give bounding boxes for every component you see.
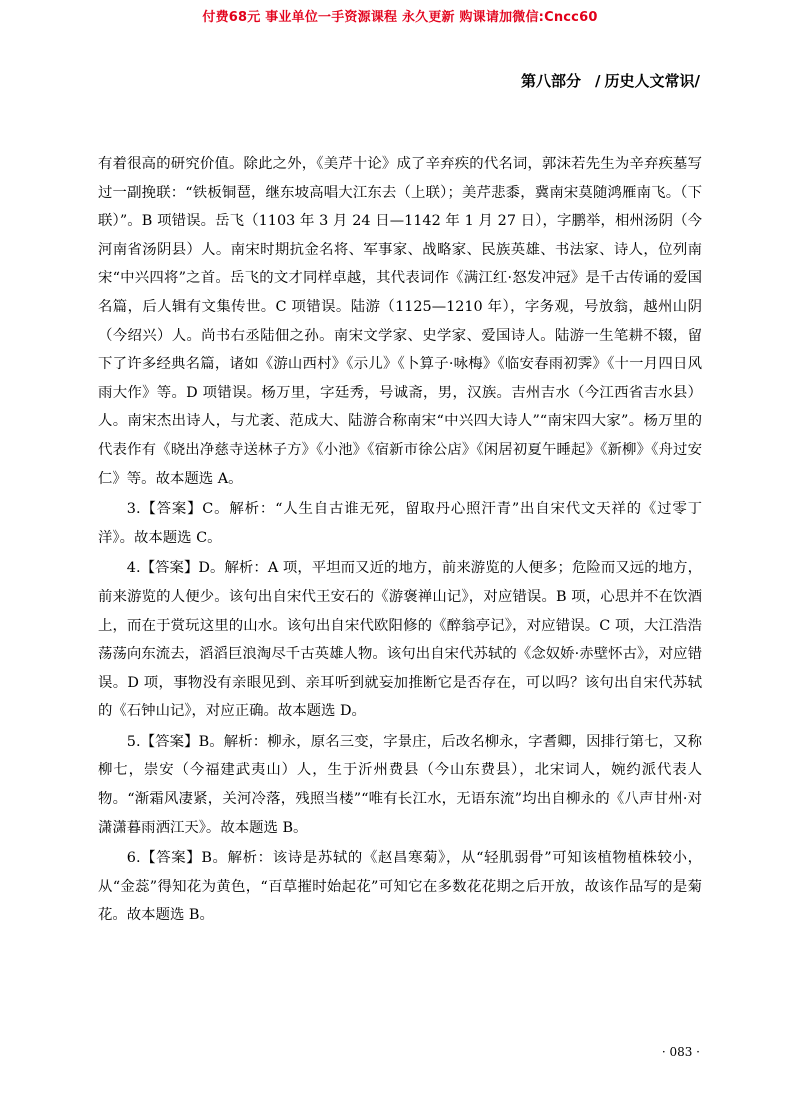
section-title: 历史人文常识: [604, 72, 695, 90]
answer-4: 4.【答案】D。解析：A 项，平坦而又近的地方，前来游览的人便多；危险而又远的地方，前来游览的人便少。该句出自宋代王安石的《游褒禅山记》，对应错误。B 项，心思并不在饮酒上，而在于赏玩这里的山水。该句出自宋代欧阳修的《醉翁亭记》，对应错误。C 项，大江浩浩荡荡向东流去，滔滔巨浪淘尽千古英雄人物。该句出自宋代苏轼的《念奴娇·赤壁怀古》，对应错误。D 项，事物没有亲眼见到、亲耳听到就妄加推断它是否存在，可以吗？该句出自宋代苏轼的《石钟山记》，对应正确。故本题选 D。: [98, 560, 702, 720]
answer-3: 3.【答案】C。解析：“人生自古谁无死，留取丹心照汗青”出自宋代文天祥的《过零丁洋》。故本题选 C。: [98, 501, 702, 546]
paragraph-continuation: 有着很高的研究价值。除此之外，《美芹十论》成了辛弃疾的代名词，郭沫若先生为辛弃疾墓写过一副挽联：“铁板铜琶，继东坡高唱大江东去（上联）；美芹悲黍，冀南宋莫随鸿雁南飞。（下联）”。B 项错误。岳飞（1103 年 3 月 24 日—1142 年 1 月 27 日），字鹏举，相州汤阴（今河南省汤阴县）人。南宋时期抗金名将、军事家、战略家、民族英雄、书法家、诗人，位列南宋“中兴四将”之首。岳飞的文才同样卓越，其代表词作《满江红·怒发冲冠》是千古传诵的爱国名篇，后人辑有文集传世。C 项错误。陆游（1125—1210 年），字务观，号放翁，越州山阴（今绍兴）人。尚书右丞陆佃之孙。南宋文学家、史学家、爱国诗人。陆游一生笔耕不辍，留下了许多经典名篇，诸如《游山西村》《示儿》《卜算子·咏梅》《临安春雨初霁》《十一月四日风雨大作》等。D 项错误。杨万里，字廷秀，号诚斋，男，汉族。吉州吉水（今江西省吉水县）人。南宋杰出诗人，与尤袤、范成大、陆游合称南宋“中兴四大诗人”“南宋四大家”。杨万里的代表作有《晓出净慈寺送林子方》《小池》《宿新市徐公店》《闲居初夏午睡起》《新柳》《舟过安仁》等。故本题选 A。: [98, 156, 702, 487]
page-body: [98, 150, 702, 930]
section-header: [521, 70, 700, 91]
section-label: 第八部分: [521, 72, 582, 90]
header-slash-right: /: [694, 72, 700, 90]
page-number: · 083 ·: [661, 1045, 700, 1059]
watermark-banner: 付费68元 事业单位一手资源课程 永久更新 购课请加微信:Cncc60: [202, 10, 598, 25]
answer-5: 5.【答案】B。解析：柳永，原名三变，字景庄，后改名柳永，字耆卿，因排行第七，又称柳七，崇安（今福建武夷山）人，生于沂州费县（今山东费县），北宋词人，婉约派代表人物。“渐霜风凄紧，关河冷落，残照当楼”“唯有长江水，无语东流”均出自柳永的《八声甘州·对潇潇暮雨洒江天》。故本题选 B。: [98, 733, 702, 836]
header-slash-left: /: [595, 72, 601, 90]
answer-6: 6.【答案】B。解析：该诗是苏轼的《赵昌寒菊》，从“轻肌弱骨”可知该植物植株较小，从“金蕊”得知花为黄色，“百草摧时始起花”可知它在多数花花期之后开放，故该作品写的是菊花。故本题选 B。: [98, 850, 702, 924]
